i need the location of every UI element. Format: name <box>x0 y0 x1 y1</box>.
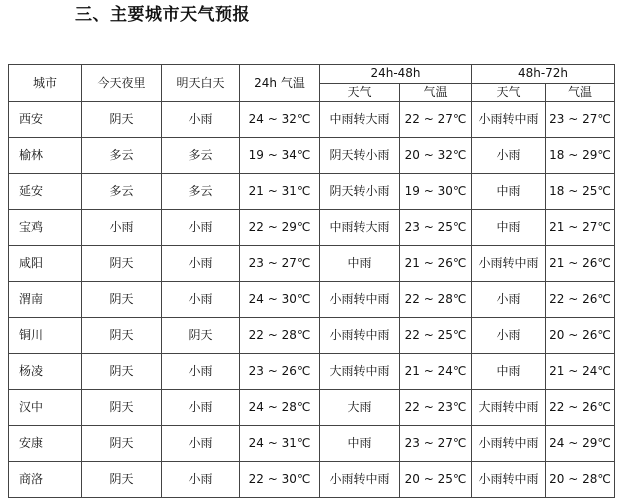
cell-weather-72h: 小雨转中雨 <box>472 102 546 138</box>
cell-weather-48h: 中雨 <box>320 426 400 462</box>
cell-temp-24h: 24 ~ 31℃ <box>240 426 320 462</box>
cell-weather-72h: 小雨 <box>472 318 546 354</box>
cell-temp-72h: 24 ~ 29℃ <box>546 426 615 462</box>
cell-temp-72h: 20 ~ 26℃ <box>546 318 615 354</box>
cell-city: 商洛 <box>9 462 82 498</box>
cell-temp-72h: 22 ~ 26℃ <box>546 390 615 426</box>
cell-weather-48h: 大雨转中雨 <box>320 354 400 390</box>
cell-tomorrow-weather: 小雨 <box>162 246 240 282</box>
table-row <box>9 318 615 354</box>
cell-tomorrow-weather: 多云 <box>162 174 240 210</box>
header-temp-24h: 24h 气温 <box>240 65 320 102</box>
header-temp-72h: 气温 <box>546 83 615 102</box>
cell-tomorrow-weather: 小雨 <box>162 102 240 138</box>
page-title: 三、主要城市天气预报 <box>75 5 250 25</box>
cell-city: 西安 <box>9 102 82 138</box>
cell-tonight-weather: 多云 <box>82 174 162 210</box>
cell-tomorrow-weather: 小雨 <box>162 426 240 462</box>
cell-temp-48h: 22 ~ 27℃ <box>400 102 472 138</box>
cell-weather-72h: 中雨 <box>472 210 546 246</box>
cell-tonight-weather: 阴天 <box>82 102 162 138</box>
cell-tonight-weather: 多云 <box>82 138 162 174</box>
cell-temp-72h: 23 ~ 27℃ <box>546 102 615 138</box>
cell-weather-48h: 阴天转小雨 <box>320 174 400 210</box>
cell-temp-48h: 20 ~ 32℃ <box>400 138 472 174</box>
cell-city: 咸阳 <box>9 246 82 282</box>
table-row <box>9 426 615 462</box>
cell-temp-24h: 22 ~ 29℃ <box>240 210 320 246</box>
forecast-body <box>9 102 615 498</box>
cell-tonight-weather: 小雨 <box>82 210 162 246</box>
cell-tonight-weather: 阴天 <box>82 282 162 318</box>
cell-city: 渭南 <box>9 282 82 318</box>
table-row <box>9 390 615 426</box>
cell-temp-48h: 22 ~ 25℃ <box>400 318 472 354</box>
cell-tomorrow-weather: 小雨 <box>162 210 240 246</box>
cell-weather-72h: 中雨 <box>472 354 546 390</box>
header-weather-72h: 天气 <box>472 83 546 102</box>
cell-temp-72h: 22 ~ 26℃ <box>546 282 615 318</box>
cell-temp-24h: 24 ~ 32℃ <box>240 102 320 138</box>
cell-tomorrow-weather: 小雨 <box>162 462 240 498</box>
table-row <box>9 138 615 174</box>
cell-temp-24h: 24 ~ 28℃ <box>240 390 320 426</box>
cell-temp-72h: 21 ~ 27℃ <box>546 210 615 246</box>
table-row <box>9 354 615 390</box>
cell-temp-48h: 21 ~ 26℃ <box>400 246 472 282</box>
cell-weather-72h: 中雨 <box>472 174 546 210</box>
table-row <box>9 246 615 282</box>
cell-weather-48h: 中雨 <box>320 246 400 282</box>
cell-temp-24h: 22 ~ 30℃ <box>240 462 320 498</box>
cell-temp-24h: 24 ~ 30℃ <box>240 282 320 318</box>
header-city: 城市 <box>9 65 82 102</box>
cell-temp-48h: 23 ~ 27℃ <box>400 426 472 462</box>
header-weather-48h: 天气 <box>320 83 400 102</box>
cell-tonight-weather: 阴天 <box>82 318 162 354</box>
cell-weather-48h: 中雨转大雨 <box>320 102 400 138</box>
cell-city: 铜川 <box>9 318 82 354</box>
cell-weather-72h: 小雨 <box>472 282 546 318</box>
cell-tonight-weather: 阴天 <box>82 462 162 498</box>
cell-weather-48h: 中雨转大雨 <box>320 210 400 246</box>
cell-tonight-weather: 阴天 <box>82 354 162 390</box>
table-row <box>9 210 615 246</box>
cell-tomorrow-weather: 小雨 <box>162 282 240 318</box>
table-row <box>9 102 615 138</box>
cell-tomorrow-weather: 多云 <box>162 138 240 174</box>
cell-weather-72h: 大雨转中雨 <box>472 390 546 426</box>
table-row <box>9 282 615 318</box>
cell-city: 宝鸡 <box>9 210 82 246</box>
cell-tonight-weather: 阴天 <box>82 246 162 282</box>
cell-temp-24h: 22 ~ 28℃ <box>240 318 320 354</box>
header-row <box>9 65 615 84</box>
cell-city: 安康 <box>9 426 82 462</box>
cell-tonight-weather: 阴天 <box>82 426 162 462</box>
header-group-24-48h: 24h-48h <box>320 65 472 84</box>
cell-city: 榆林 <box>9 138 82 174</box>
header-group-48-72h: 48h-72h <box>472 65 615 84</box>
cell-weather-72h: 小雨转中雨 <box>472 462 546 498</box>
table-row <box>9 462 615 498</box>
cell-temp-24h: 23 ~ 27℃ <box>240 246 320 282</box>
table-row <box>9 174 615 210</box>
cell-weather-72h: 小雨 <box>472 138 546 174</box>
cell-temp-72h: 21 ~ 24℃ <box>546 354 615 390</box>
cell-tomorrow-weather: 小雨 <box>162 390 240 426</box>
cell-city: 汉中 <box>9 390 82 426</box>
header-tonight: 今天夜里 <box>82 65 162 102</box>
cell-weather-48h: 小雨转中雨 <box>320 318 400 354</box>
cell-weather-48h: 小雨转中雨 <box>320 462 400 498</box>
cell-tomorrow-weather: 阴天 <box>162 318 240 354</box>
cell-weather-48h: 小雨转中雨 <box>320 282 400 318</box>
cell-weather-72h: 小雨转中雨 <box>472 246 546 282</box>
forecast-table <box>8 64 615 498</box>
cell-temp-72h: 21 ~ 26℃ <box>546 246 615 282</box>
cell-temp-72h: 18 ~ 25℃ <box>546 174 615 210</box>
cell-tonight-weather: 阴天 <box>82 390 162 426</box>
header-temp-48h: 气温 <box>400 83 472 102</box>
cell-temp-48h: 22 ~ 28℃ <box>400 282 472 318</box>
cell-weather-48h: 阴天转小雨 <box>320 138 400 174</box>
cell-temp-24h: 19 ~ 34℃ <box>240 138 320 174</box>
cell-temp-48h: 22 ~ 23℃ <box>400 390 472 426</box>
header-tomorrow-day: 明天白天 <box>162 65 240 102</box>
cell-temp-48h: 19 ~ 30℃ <box>400 174 472 210</box>
cell-weather-48h: 大雨 <box>320 390 400 426</box>
cell-city: 杨凌 <box>9 354 82 390</box>
cell-temp-48h: 20 ~ 25℃ <box>400 462 472 498</box>
cell-tomorrow-weather: 小雨 <box>162 354 240 390</box>
cell-temp-72h: 20 ~ 28℃ <box>546 462 615 498</box>
cell-city: 延安 <box>9 174 82 210</box>
cell-temp-24h: 23 ~ 26℃ <box>240 354 320 390</box>
cell-temp-24h: 21 ~ 31℃ <box>240 174 320 210</box>
cell-temp-48h: 21 ~ 24℃ <box>400 354 472 390</box>
cell-temp-48h: 23 ~ 25℃ <box>400 210 472 246</box>
cell-temp-72h: 18 ~ 29℃ <box>546 138 615 174</box>
cell-weather-72h: 小雨转中雨 <box>472 426 546 462</box>
